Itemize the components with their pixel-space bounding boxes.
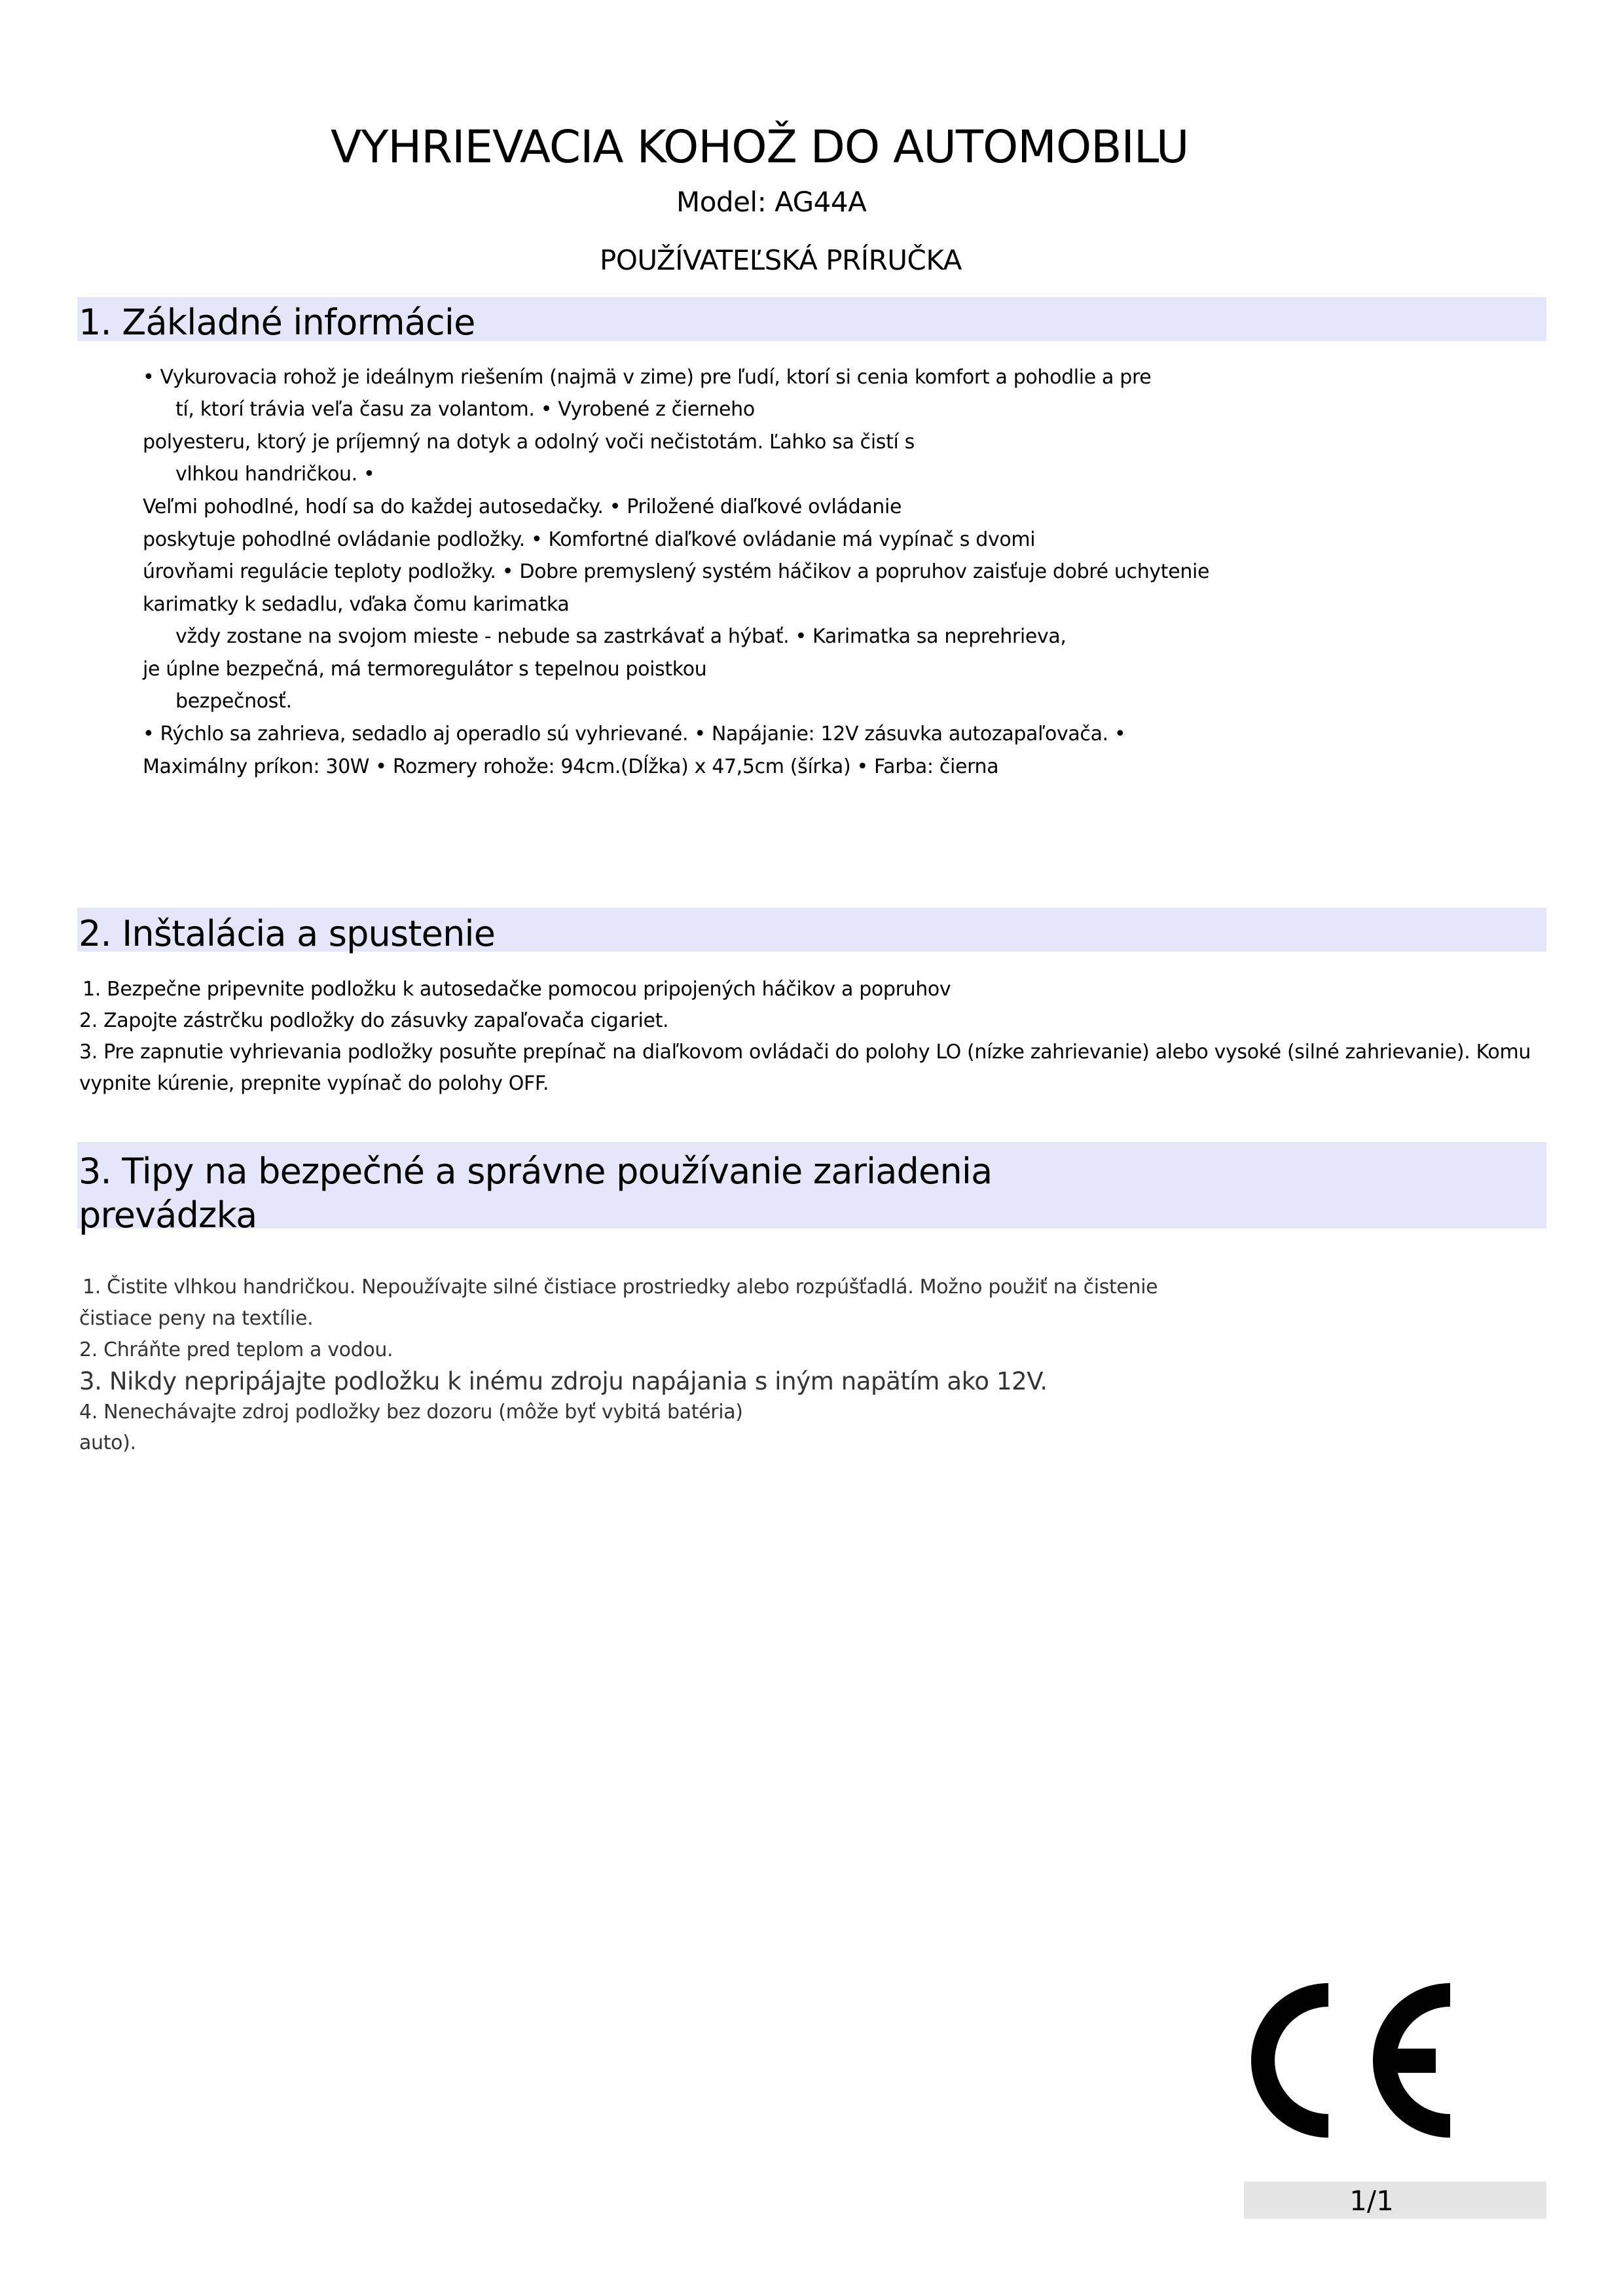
section-3-tip: čistiace peny na textílie. — [79, 1307, 314, 1330]
section-3-tip: 3. Nikdy nepripájajte podložku k inému zdroju napájania s iným napätím ako 12V. — [79, 1367, 1048, 1395]
section-3-tip: 1. Čistite vlhkou handričkou. Nepoužívajte silné čistiace prostriedky alebo rozpúšťadlá. Možno použiť na čistenie — [82, 1276, 1158, 1299]
section-1-line: bezpečnosť. — [175, 690, 292, 713]
section-2-step: 3. Pre zapnutie vyhrievania podložky posuňte prepínač na diaľkovom ovládači do polohy LO (nízke zahrievanie) alebo vysoké (silné zahrievanie). Komu — [79, 1041, 1531, 1064]
section-2-step: 2. Zapojte zástrčku podložky do zásuvky zapaľovača cigariet. — [79, 1009, 669, 1032]
section-1-line: karimatky k sedadlu, vďaka čomu karimatka — [143, 593, 570, 616]
section-1-line: Veľmi pohodlné, hodí sa do každej autosedačky. • Priložené diaľkové ovládanie — [143, 495, 902, 518]
section-1-line: polyesteru, ktorý je príjemný na dotyk a odolný voči nečistotám. Ľahko sa čistí s — [143, 431, 915, 454]
section-3-heading: 3. Tipy na bezpečné a správne používanie zariadenia — [79, 1151, 993, 1192]
page-number-band — [1244, 2181, 1546, 2219]
section-3-heading-continued: prevádzka — [79, 1194, 257, 1236]
ce-mark-logo — [1247, 1983, 1457, 2138]
section-3-tip: 2. Chráňte pred teplom a vodou. — [79, 1338, 393, 1361]
section-3-tip: auto). — [79, 1431, 136, 1454]
section-1-line: • Vykurovacia rohož je ideálnym riešením (najmä v zime) pre ľudí, ktorí si cenia komfort a pohodlie a pre — [143, 366, 1152, 389]
section-3-tip: 4. Nenechávajte zdroj podložky bez dozoru (môže byť vybitá batéria) — [79, 1401, 743, 1424]
ce-mark-e-icon — [1373, 1983, 1450, 2138]
model-label: Model: AG44A — [676, 186, 867, 218]
page-number: 1/1 — [1349, 2185, 1394, 2217]
section-1-line: tí, ktorí trávia veľa času za volantom. • Vyrobené z čierneho — [175, 398, 755, 421]
document-subtitle: POUŽÍVATEĽSKÁ PRÍRUČKA — [600, 244, 962, 276]
section-2-heading: 2. Inštalácia a spustenie — [79, 913, 496, 954]
section-1-line: Maximálny príkon: 30W • Rozmery rohože: 94cm.(Dĺžka) x 47,5cm (šírka) • Farba: čierna — [143, 755, 999, 778]
section-1-line: • Rýchlo sa zahrieva, sedadlo aj operadlo sú vyhrievané. • Napájanie: 12V zásuvka autozapaľovača. • — [143, 723, 1126, 745]
section-1-line: je úplne bezpečná, má termoregulátor s tepelnou poistkou — [143, 658, 707, 681]
section-1-line: poskytuje pohodlné ovládanie podložky. • Komfortné diaľkové ovládanie má vypínač s dvomi — [143, 528, 1036, 551]
section-1-line: úrovňami regulácie teploty podložky. • Dobre premyslený systém háčikov a popruhov zaisťuje dobré uchytenie — [143, 560, 1210, 583]
section-2-step: vypnite kúrenie, prepnite vypínač do polohy OFF. — [79, 1072, 549, 1095]
section-1-line: vlhkou handričkou. • — [175, 463, 375, 486]
section-1-heading: 1. Základné informácie — [79, 302, 475, 343]
ce-mark-c-icon — [1251, 1983, 1328, 2138]
section-2-step: 1. Bezpečne pripevnite podložku k autosedačke pomocou pripojených háčikov a popruhov — [82, 978, 951, 1001]
document-title: VYHRIEVACIA KOHOŽ DO AUTOMOBILU — [331, 121, 1189, 173]
section-1-line: vždy zostane na svojom mieste - nebude sa zastrkávať a hýbať. • Karimatka sa neprehrieva, — [175, 625, 1067, 648]
